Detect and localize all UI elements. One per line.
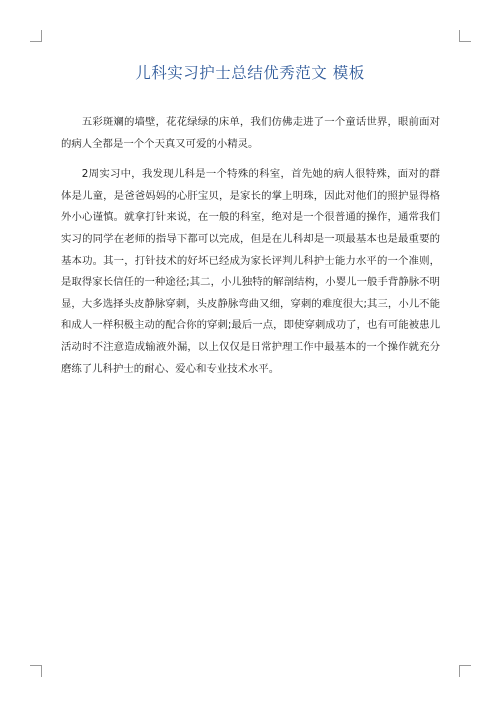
crop-mark-bottom-right bbox=[459, 665, 471, 677]
crop-mark-top-left bbox=[30, 30, 42, 42]
paragraph-main: 2周实习中，我发现儿科是一个特殊的科室，首先她的病人很特殊，面对的群体是儿童，是爸爸妈妈的心肝宝贝，是家长的掌上明珠，因此对他们的照护显得格外小心谨慎。就拿打针来说，在一般的科室，绝对是一个很普通的操作，通常我们实习的同学在老师的指导下都可以完成，但是在儿科却是一项最基本也是最重要的基本功。其一，打针技术的好坏已经成为家长评判儿科护士能力水平的一个准则，是取得家长信任的一种途径;其二，小儿独特的解剖结构，小婴儿一般手背静脉不明显，大多选择头皮静脉穿刺，头皮静脉弯曲又细，穿刺的难度很大;其三，小儿不能和成人一样积极主动的配合你的穿刺;最后一点，即使穿刺成功了，也有可能被患儿活动时不注意造成输液外漏，以上仅仅是日常护理工作中最基本的一个操作就充分磨练了儿科护士的耐心、爱心和专业技术水平。 bbox=[61, 168, 440, 375]
crop-mark-bottom-left bbox=[30, 665, 42, 677]
document-title: 儿科实习护士总结优秀范文 模板 bbox=[135, 64, 365, 82]
crop-mark-top-right bbox=[459, 30, 471, 42]
paragraph-intro: 五彩斑斓的墙壁，花花绿绿的床单，我们仿佛走进了一个童话世界，眼前面对的病人全都是一个个天真又可爱的小精灵。 bbox=[61, 116, 440, 150]
document-body bbox=[61, 112, 440, 381]
